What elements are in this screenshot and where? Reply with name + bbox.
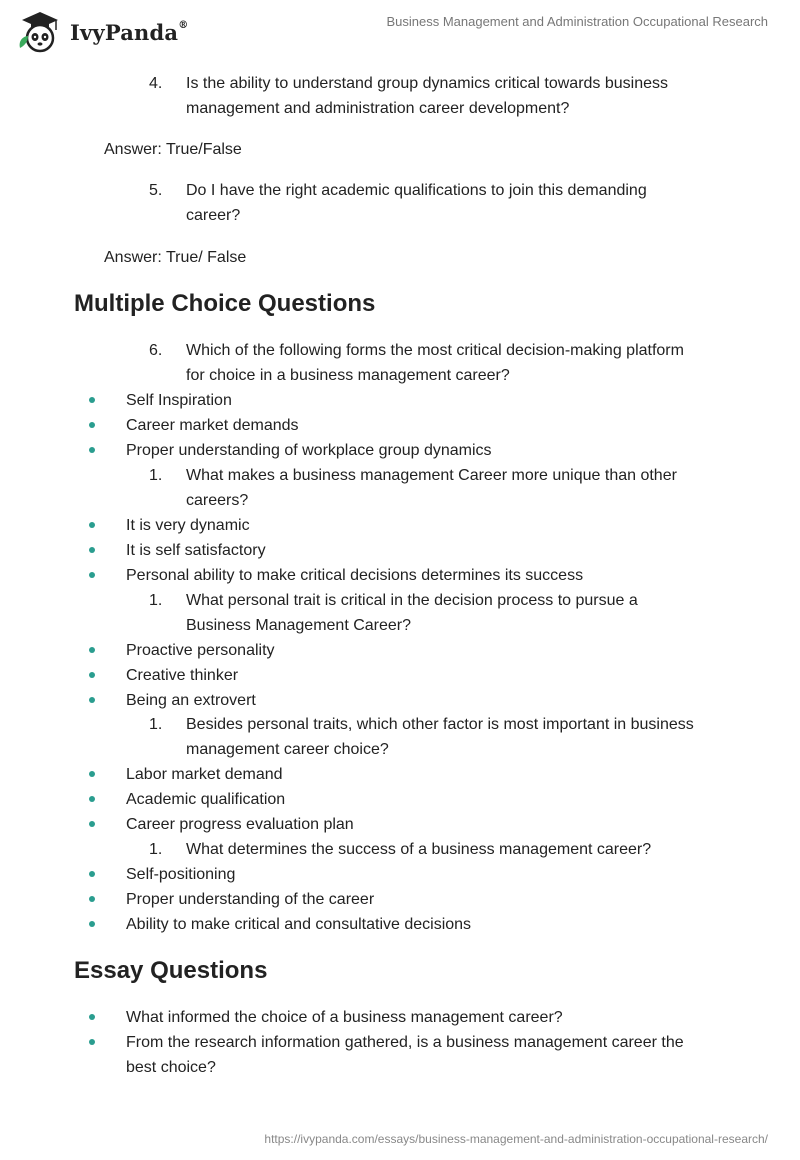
question-text: careers? xyxy=(186,492,249,509)
list-item: Personal ability to make critical decisions determines its success xyxy=(126,567,584,584)
document-title: Business Management and Administration Occupational Research xyxy=(386,14,768,29)
question-number: 1. xyxy=(149,592,163,609)
list-item: It is very dynamic xyxy=(126,517,250,534)
question-text: management career choice? xyxy=(186,741,389,758)
question-text: for choice in a business management career? xyxy=(186,367,510,384)
bullet-dot-icon xyxy=(89,647,95,653)
list-item: Proper understanding of workplace group dynamics xyxy=(126,442,492,459)
answer-text: Answer: True/ False xyxy=(104,249,247,266)
bullet-dot-icon xyxy=(89,522,95,528)
question-text: Do I have the right academic qualifications to join this demanding xyxy=(186,182,647,199)
answer-text: Answer: True/False xyxy=(104,141,242,158)
bullet-dot-icon xyxy=(89,871,95,877)
bullet-dot-icon xyxy=(89,771,95,777)
list-item: Proactive personality xyxy=(126,642,275,659)
question-text: What makes a business management Career more unique than other xyxy=(186,467,677,484)
section-heading-mcq: Multiple Choice Questions xyxy=(74,290,376,317)
bullet-dot-icon xyxy=(89,547,95,553)
question-number: 1. xyxy=(149,716,163,733)
bullet-dot-icon xyxy=(89,1039,95,1045)
list-item-continuation: best choice? xyxy=(126,1059,216,1076)
section-heading-essay: Essay Questions xyxy=(74,957,268,984)
registered-mark: ® xyxy=(178,19,189,31)
bullet-dot-icon xyxy=(89,447,95,453)
bullet-dot-icon xyxy=(89,1014,95,1020)
brand-logo[interactable] xyxy=(16,10,188,54)
list-item: Academic qualification xyxy=(126,791,286,808)
question-text: Which of the following forms the most critical decision-making platform xyxy=(186,342,684,359)
list-item: From the research information gathered, is a business management career the xyxy=(126,1034,684,1051)
bullet-dot-icon xyxy=(89,672,95,678)
list-item: Being an extrovert xyxy=(126,692,256,709)
list-item: What informed the choice of a business management career? xyxy=(126,1009,563,1026)
list-item: Ability to make critical and consultative decisions xyxy=(126,916,472,933)
list-item: Career progress evaluation plan xyxy=(126,816,354,833)
source-url-link[interactable]: https://ivypanda.com/essays/business-management-and-administration-occupational-research/ xyxy=(264,1132,768,1146)
brand-name: IvyPanda® xyxy=(70,19,189,45)
question-text: What determines the success of a business management career? xyxy=(186,841,652,858)
page-header xyxy=(0,0,800,60)
bullet-dot-icon xyxy=(89,796,95,802)
question-text: Business Management Career? xyxy=(186,617,412,634)
bullet-dot-icon xyxy=(89,921,95,927)
question-number: 5. xyxy=(149,182,163,199)
list-item: Self Inspiration xyxy=(126,392,232,409)
list-item: It is self satisfactory xyxy=(126,542,266,559)
question-number: 6. xyxy=(149,342,163,359)
question-text: Is the ability to understand group dynamics critical towards business xyxy=(186,75,669,92)
question-text: Besides personal traits, which other factor is most important in business xyxy=(186,716,694,733)
list-item: Creative thinker xyxy=(126,667,239,684)
bullet-dot-icon xyxy=(89,397,95,403)
bullet-dot-icon xyxy=(89,422,95,428)
question-text: What personal trait is critical in the decision process to pursue a xyxy=(186,592,638,609)
question-text: management and administration career development? xyxy=(186,100,570,117)
list-item: Career market demands xyxy=(126,417,299,434)
bullet-dot-icon xyxy=(89,821,95,827)
question-text: career? xyxy=(186,207,241,224)
list-item: Labor market demand xyxy=(126,766,283,783)
list-item: Proper understanding of the career xyxy=(126,891,375,908)
question-number: 1. xyxy=(149,841,163,858)
bullet-dot-icon xyxy=(89,896,95,902)
question-number: 1. xyxy=(149,467,163,484)
bullet-dot-icon xyxy=(89,572,95,578)
question-number: 4. xyxy=(149,75,163,92)
bullet-dot-icon xyxy=(89,697,95,703)
list-item: Self-positioning xyxy=(126,866,236,883)
panda-graduate-icon xyxy=(16,10,64,54)
